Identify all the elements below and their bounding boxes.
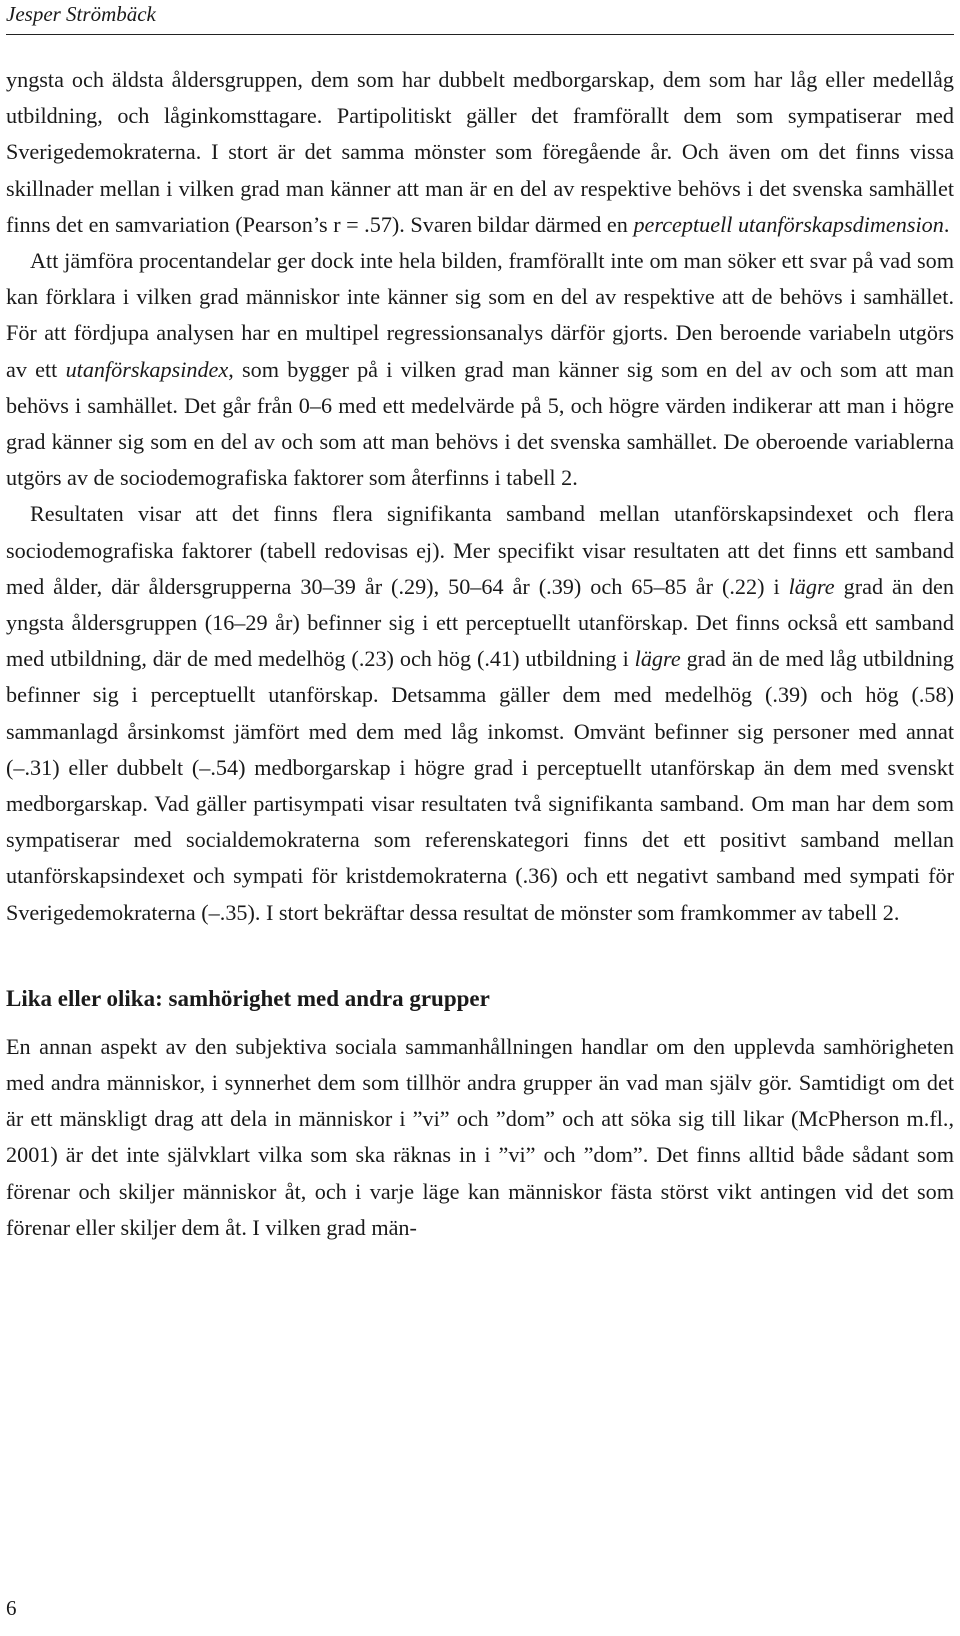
paragraph-3-middle: grad än den yngsta åldersgruppen (16–29 år) befinner sig i ett perceptuellt utanförskap. Det finns också ett samband med utbildning, där de med medelhög (.23) och hög (.41) utbildning i [6,573,954,672]
paragraph-2-rest: , som bygger på i vilken grad man känner sig som en del av och som att man behövs i samhället. Det går från 0–6 med ett medelvärde på 5, och högre värden indikerar att man i högre grad känner sig som en del av och som att man behövs i det svenska samhället. De oberoende variablerna utgörs av de sociodemografiska faktorer som återfinns i tabell 2. [6,356,954,491]
running-header [6,0,954,35]
paragraph-3-text: Resultaten visar att det finns flera signifikanta samband mellan utanförskapsindexet och flera sociodemografiska faktorer (tabell redovisas ej). Mer specifikt visar resultaten att det finns ett samband med ålder, där åldersgrupperna 30–39 år (.29), 50–64 år (.39) och 65–85 år (.22) i [6,501,954,599]
paragraph-1-emphasis: perceptuell utanförskapsdimension [633,211,944,237]
paragraph-1-text: yngsta och äldsta åldersgruppen, dem som har dubbelt medborgarskap, dem som har låg eller medellåg utbildning, och låginkomsttagare. Partipolitiskt gäller det framförallt dem som sympatiserar med Sverigedemokraterna. I stort är det samma mönster som föregående år. Och även om det finns vissa skillnader mellan i vilken grad man känner att man är en del av respektive behövs i det svenska samhället finns det en samvariation (Pearson’s r = .57). Svaren bildar därmed en [6,67,954,237]
paragraph-2 [6,243,954,496]
paragraph-2-text: Att jämföra procentandelar ger dock inte hela bilden, framförallt inte om man söker ett svar på vad som kan förklara i vilken grad människor inte känner sig som en del av respektive att de behövs i samhället. För att fördjupa analysen har en multipel regressionsanalys därför gjorts. Den beroende variabeln utgörs av ett [6,248,954,382]
paragraph-1 [6,62,954,243]
paragraph-3-emphasis-2: lägre [634,646,681,672]
paragraph-3-emphasis-1: lägre [788,573,835,599]
running-title: Jesper Strömbäck [6,2,156,26]
paragraph-1-end: . [943,211,950,237]
page-number: 6 [6,1596,17,1620]
paragraph-4: En annan aspekt av den subjektiva sociala sammanhållningen handlar om den upplevda samhörigheten med andra människor, i synnerhet dem som tillhör andra grupper än vad man själv gör. Samtidigt om det är ett mänskligt drag att dela in människor i ”vi” och ”dom” och att söka sig till likar (McPherson m.fl., 2001) är det inte självklart vilka som ska räknas in i ”vi” och ”dom”. Det finns alltid både sådant som förenar och skiljer människor åt, och i varje läge kan människor fästa störst vikt antingen vid det som förenar eller skiljer dem åt. I vilken grad män- [6,1033,954,1240]
paragraph-3-rest: grad än de med låg utbildning befinner sig i perceptuellt utanförskap. Detsamma gäller dem med medelhög (.39) och hög (.58) sammanlagd årsinkomst jämfört med dem med låg inkomst. Omvänt befinner sig personer med annat (–.31) eller dubbelt (–.54) medborgarskap i högre grad i perceptuellt utanförskap än dem med svenskt medborgarskap. Vad gäller partisympati visar resultaten två signifikanta samband. Om man har dem som sympatiserar med socialdemokraterna som referenskategori finns det ett positivt samband mellan utanförskapsindexet och sympati för kristdemokraterna (.36) och ett negativt samband med sympati för Sverigedemokraterna (–.35). I stort bekräftar dessa resultat de mönster som framkommer av tabell 2. [6,646,954,925]
paragraph-3 [6,496,954,930]
section-heading: Lika eller olika: samhörighet med andra grupper [6,985,490,1011]
paragraph-2-emphasis: utanförskapsindex [65,356,229,382]
body-text [6,62,954,1246]
